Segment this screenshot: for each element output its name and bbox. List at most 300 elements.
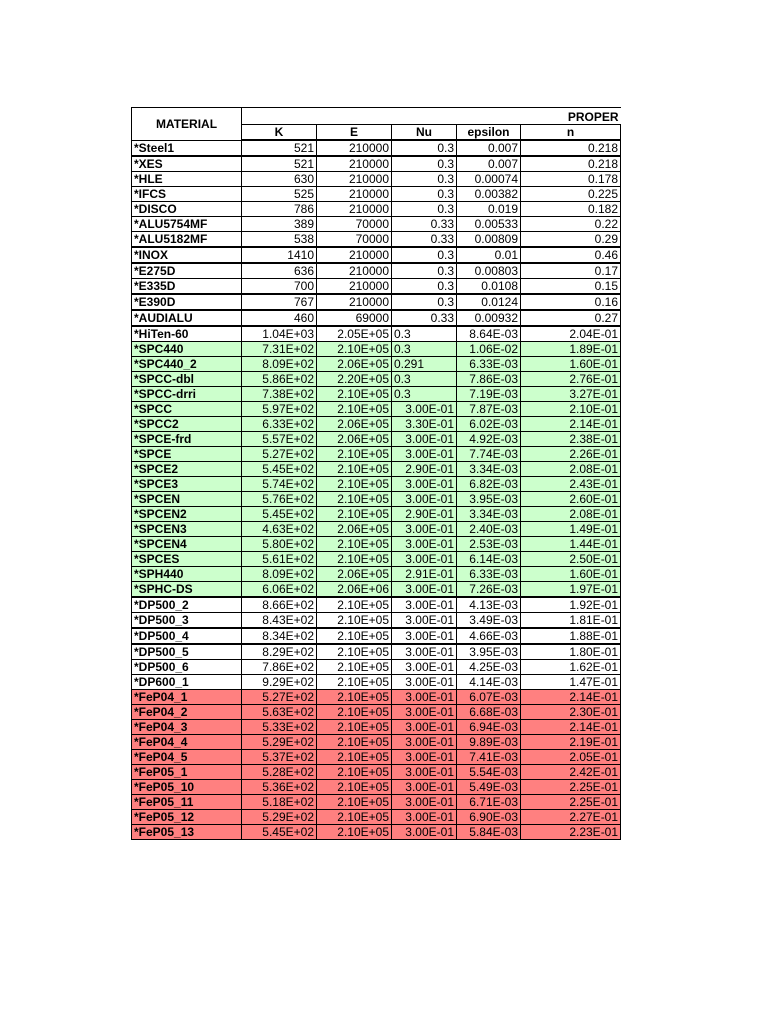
cell-epsilon[interactable]: 2.40E-03 — [457, 522, 521, 537]
table-row — [132, 279, 621, 295]
cell-material[interactable]: *SPHC-DS — [132, 582, 242, 598]
cell-nu[interactable]: 3.00E-01 — [392, 477, 457, 492]
cell-n[interactable]: 1.62E-01 — [521, 660, 621, 675]
cell-epsilon[interactable]: 4.14E-03 — [457, 675, 521, 690]
cell-k[interactable]: 786 — [242, 202, 317, 217]
cell-n[interactable]: 0.182 — [521, 202, 621, 217]
cell-epsilon[interactable]: 4.92E-03 — [457, 432, 521, 447]
cell-material[interactable]: *SPCEN3 — [132, 522, 242, 537]
cell-n[interactable]: 2.42E-01 — [521, 765, 621, 780]
cell-e[interactable]: 70000 — [317, 217, 392, 232]
cell-nu[interactable]: 3.00E-01 — [392, 628, 457, 644]
cell-epsilon[interactable]: 7.74E-03 — [457, 447, 521, 462]
cell-n[interactable]: 0.225 — [521, 187, 621, 202]
cell-n[interactable]: 1.49E-01 — [521, 522, 621, 537]
cell-k[interactable]: 5.76E+02 — [242, 492, 317, 507]
cell-k[interactable]: 8.09E+02 — [242, 567, 317, 582]
cell-n[interactable]: 2.14E-01 — [521, 417, 621, 432]
cell-epsilon[interactable]: 9.89E-03 — [457, 735, 521, 750]
cell-k[interactable]: 700 — [242, 279, 317, 295]
cell-k[interactable]: 5.63E+02 — [242, 705, 317, 720]
cell-nu[interactable]: 3.00E-01 — [392, 432, 457, 447]
table-row — [132, 567, 621, 582]
table-row — [132, 675, 621, 690]
cell-epsilon[interactable]: 6.71E-03 — [457, 795, 521, 810]
cell-n[interactable]: 0.46 — [521, 247, 621, 263]
cell-material[interactable]: *FeP05_11 — [132, 795, 242, 810]
cell-epsilon[interactable]: 7.19E-03 — [457, 387, 521, 402]
table-row — [132, 628, 621, 644]
cell-e[interactable]: 2.10E+05 — [317, 810, 392, 825]
cell-n[interactable]: 1.97E-01 — [521, 582, 621, 598]
table-row — [132, 825, 621, 840]
cell-n[interactable]: 1.60E-01 — [521, 357, 621, 372]
table-row — [132, 780, 621, 795]
cell-material[interactable]: *SPCEN — [132, 492, 242, 507]
cell-epsilon[interactable]: 0.007 — [457, 140, 521, 156]
cell-k[interactable]: 538 — [242, 232, 317, 248]
cell-e[interactable]: 2.10E+05 — [317, 690, 392, 705]
cell-e[interactable]: 2.10E+05 — [317, 462, 392, 477]
cell-epsilon[interactable]: 6.33E-03 — [457, 357, 521, 372]
cell-e[interactable]: 2.10E+05 — [317, 720, 392, 735]
cell-epsilon[interactable]: 6.94E-03 — [457, 720, 521, 735]
cell-material[interactable]: *FeP05_10 — [132, 780, 242, 795]
cell-n[interactable]: 2.14E-01 — [521, 690, 621, 705]
cell-nu[interactable]: 3.00E-01 — [392, 552, 457, 567]
cell-nu[interactable]: 0.3 — [392, 326, 457, 342]
cell-k[interactable]: 5.18E+02 — [242, 795, 317, 810]
cell-n[interactable]: 0.15 — [521, 279, 621, 295]
column-header-epsilon[interactable]: epsilon — [457, 125, 521, 141]
cell-e[interactable]: 2.20E+05 — [317, 372, 392, 387]
cell-nu[interactable]: 0.3 — [392, 140, 457, 156]
cell-e[interactable]: 210000 — [317, 279, 392, 295]
cell-epsilon[interactable]: 3.95E-03 — [457, 644, 521, 660]
cell-material[interactable]: *SPCE2 — [132, 462, 242, 477]
cell-e[interactable]: 2.10E+05 — [317, 507, 392, 522]
cell-nu[interactable]: 0.3 — [392, 279, 457, 295]
cell-n[interactable]: 1.47E-01 — [521, 675, 621, 690]
cell-epsilon[interactable]: 6.14E-03 — [457, 552, 521, 567]
cell-k[interactable]: 5.37E+02 — [242, 750, 317, 765]
cell-epsilon[interactable]: 0.00809 — [457, 232, 521, 248]
cell-nu[interactable]: 0.291 — [392, 357, 457, 372]
cell-material[interactable]: *SPCC — [132, 402, 242, 417]
cell-material[interactable]: *SPH440 — [132, 567, 242, 582]
cell-epsilon[interactable]: 0.00803 — [457, 263, 521, 279]
cell-material[interactable]: *FeP04_1 — [132, 690, 242, 705]
cell-n[interactable]: 2.43E-01 — [521, 477, 621, 492]
cell-material[interactable]: *FeP05_1 — [132, 765, 242, 780]
cell-epsilon[interactable]: 0.00074 — [457, 172, 521, 187]
cell-nu[interactable]: 0.3 — [392, 294, 457, 310]
cell-n[interactable]: 1.89E-01 — [521, 342, 621, 357]
cell-k[interactable]: 521 — [242, 140, 317, 156]
cell-epsilon[interactable]: 3.34E-03 — [457, 507, 521, 522]
cell-nu[interactable]: 3.00E-01 — [392, 597, 457, 613]
cell-k[interactable]: 5.27E+02 — [242, 690, 317, 705]
cell-n[interactable]: 1.81E-01 — [521, 613, 621, 629]
cell-epsilon[interactable]: 5.54E-03 — [457, 765, 521, 780]
cell-epsilon[interactable]: 6.02E-03 — [457, 417, 521, 432]
cell-epsilon[interactable]: 0.00932 — [457, 310, 521, 326]
cell-material[interactable]: *SPCC-dbl — [132, 372, 242, 387]
cell-n[interactable]: 2.14E-01 — [521, 720, 621, 735]
cell-epsilon[interactable]: 7.86E-03 — [457, 372, 521, 387]
cell-k[interactable]: 630 — [242, 172, 317, 187]
cell-material[interactable]: *Steel1 — [132, 140, 242, 156]
cell-material[interactable]: *E335D — [132, 279, 242, 295]
cell-e[interactable]: 2.10E+05 — [317, 552, 392, 567]
cell-e[interactable]: 210000 — [317, 263, 392, 279]
cell-e[interactable]: 210000 — [317, 156, 392, 172]
cell-k[interactable]: 8.43E+02 — [242, 613, 317, 629]
cell-epsilon[interactable]: 0.007 — [457, 156, 521, 172]
cell-material[interactable]: *SPC440 — [132, 342, 242, 357]
cell-epsilon[interactable]: 0.00533 — [457, 217, 521, 232]
cell-e[interactable]: 2.10E+05 — [317, 644, 392, 660]
cell-material[interactable]: *FeP04_4 — [132, 735, 242, 750]
cell-e[interactable]: 2.10E+05 — [317, 492, 392, 507]
cell-nu[interactable]: 2.91E-01 — [392, 567, 457, 582]
cell-nu[interactable]: 2.90E-01 — [392, 507, 457, 522]
table-row — [132, 552, 621, 567]
cell-nu[interactable]: 3.00E-01 — [392, 537, 457, 552]
cell-material[interactable]: *SPCEN4 — [132, 537, 242, 552]
cell-nu[interactable]: 0.3 — [392, 187, 457, 202]
cell-k[interactable]: 5.29E+02 — [242, 735, 317, 750]
cell-nu[interactable]: 3.00E-01 — [392, 613, 457, 629]
cell-k[interactable]: 8.09E+02 — [242, 357, 317, 372]
cell-nu[interactable]: 3.00E-01 — [392, 735, 457, 750]
cell-k[interactable]: 5.74E+02 — [242, 477, 317, 492]
cell-k[interactable]: 5.61E+02 — [242, 552, 317, 567]
cell-k[interactable]: 1410 — [242, 247, 317, 263]
cell-e[interactable]: 2.10E+05 — [317, 613, 392, 629]
cell-n[interactable]: 1.60E-01 — [521, 567, 621, 582]
cell-material[interactable]: *DP500_4 — [132, 628, 242, 644]
cell-n[interactable]: 2.23E-01 — [521, 825, 621, 840]
table-row — [132, 810, 621, 825]
cell-e[interactable]: 2.10E+05 — [317, 825, 392, 840]
cell-nu[interactable]: 0.3 — [392, 156, 457, 172]
table-row — [132, 187, 621, 202]
cell-k[interactable]: 8.34E+02 — [242, 628, 317, 644]
cell-n[interactable]: 2.08E-01 — [521, 462, 621, 477]
cell-n[interactable]: 0.17 — [521, 263, 621, 279]
cell-n[interactable]: 2.30E-01 — [521, 705, 621, 720]
cell-k[interactable]: 4.63E+02 — [242, 522, 317, 537]
cell-material[interactable]: *XES — [132, 156, 242, 172]
cell-k[interactable]: 5.80E+02 — [242, 537, 317, 552]
cell-e[interactable]: 2.10E+05 — [317, 402, 392, 417]
cell-nu[interactable]: 0.3 — [392, 372, 457, 387]
cell-e[interactable]: 2.10E+05 — [317, 447, 392, 462]
cell-k[interactable]: 7.38E+02 — [242, 387, 317, 402]
cell-nu[interactable]: 0.3 — [392, 342, 457, 357]
cell-nu[interactable]: 3.00E-01 — [392, 402, 457, 417]
cell-e[interactable]: 210000 — [317, 140, 392, 156]
cell-e[interactable]: 2.06E+05 — [317, 522, 392, 537]
cell-nu[interactable]: 3.00E-01 — [392, 582, 457, 598]
cell-material[interactable]: *ALU5182MF — [132, 232, 242, 248]
cell-material[interactable]: *DP500_5 — [132, 644, 242, 660]
cell-e[interactable]: 2.10E+05 — [317, 750, 392, 765]
cell-nu[interactable]: 3.00E-01 — [392, 492, 457, 507]
cell-n[interactable]: 2.50E-01 — [521, 552, 621, 567]
cell-nu[interactable]: 3.00E-01 — [392, 795, 457, 810]
cell-nu[interactable]: 0.33 — [392, 232, 457, 248]
cell-epsilon[interactable]: 0.0124 — [457, 294, 521, 310]
cell-nu[interactable]: 3.00E-01 — [392, 660, 457, 675]
cell-e[interactable]: 2.06E+05 — [317, 567, 392, 582]
table-row — [132, 522, 621, 537]
cell-nu[interactable]: 0.3 — [392, 263, 457, 279]
cell-k[interactable]: 521 — [242, 156, 317, 172]
cell-k[interactable]: 7.86E+02 — [242, 660, 317, 675]
cell-e[interactable]: 2.06E+05 — [317, 357, 392, 372]
cell-k[interactable]: 8.29E+02 — [242, 644, 317, 660]
cell-k[interactable]: 5.36E+02 — [242, 780, 317, 795]
cell-e[interactable]: 2.10E+05 — [317, 765, 392, 780]
cell-nu[interactable]: 0.3 — [392, 202, 457, 217]
column-header-k[interactable]: K — [242, 125, 317, 141]
cell-e[interactable]: 70000 — [317, 232, 392, 248]
cell-nu[interactable]: 3.00E-01 — [392, 644, 457, 660]
cell-nu[interactable]: 3.00E-01 — [392, 690, 457, 705]
cell-material[interactable]: *SPCE — [132, 447, 242, 462]
cell-n[interactable]: 2.27E-01 — [521, 810, 621, 825]
cell-e[interactable]: 210000 — [317, 247, 392, 263]
cell-e[interactable]: 2.10E+05 — [317, 342, 392, 357]
table-row — [132, 263, 621, 279]
cell-material[interactable]: *INOX — [132, 247, 242, 263]
cell-k[interactable]: 5.97E+02 — [242, 402, 317, 417]
cell-n[interactable]: 2.76E-01 — [521, 372, 621, 387]
cell-k[interactable]: 5.29E+02 — [242, 810, 317, 825]
cell-epsilon[interactable]: 6.68E-03 — [457, 705, 521, 720]
cell-material[interactable]: *SPC440_2 — [132, 357, 242, 372]
cell-material[interactable]: *IFCS — [132, 187, 242, 202]
cell-e[interactable]: 2.06E+05 — [317, 432, 392, 447]
cell-material[interactable]: *AUDIALU — [132, 310, 242, 326]
cell-e[interactable]: 2.10E+05 — [317, 780, 392, 795]
cell-nu[interactable]: 3.00E-01 — [392, 720, 457, 735]
cell-nu[interactable]: 2.90E-01 — [392, 462, 457, 477]
cell-material[interactable]: *FeP04_5 — [132, 750, 242, 765]
cell-k[interactable]: 5.86E+02 — [242, 372, 317, 387]
cell-nu[interactable]: 3.00E-01 — [392, 522, 457, 537]
material-column-header[interactable]: MATERIAL — [132, 108, 242, 141]
cell-k[interactable]: 1.04E+03 — [242, 326, 317, 342]
table-row — [132, 417, 621, 432]
cell-material[interactable]: *SPCC-drri — [132, 387, 242, 402]
cell-k[interactable]: 5.45E+02 — [242, 507, 317, 522]
cell-e[interactable]: 210000 — [317, 172, 392, 187]
cell-e[interactable]: 2.10E+05 — [317, 735, 392, 750]
cell-epsilon[interactable]: 3.49E-03 — [457, 613, 521, 629]
cell-material[interactable]: *ALU5754MF — [132, 217, 242, 232]
cell-n[interactable]: 2.05E-01 — [521, 750, 621, 765]
cell-e[interactable]: 210000 — [317, 202, 392, 217]
cell-nu[interactable]: 3.00E-01 — [392, 705, 457, 720]
cell-n[interactable]: 2.38E-01 — [521, 432, 621, 447]
cell-n[interactable]: 2.19E-01 — [521, 735, 621, 750]
cell-material[interactable]: *SPCE3 — [132, 477, 242, 492]
cell-n[interactable]: 1.80E-01 — [521, 644, 621, 660]
column-header-e[interactable]: E — [317, 125, 392, 141]
cell-n[interactable]: 1.92E-01 — [521, 597, 621, 613]
cell-k[interactable]: 5.45E+02 — [242, 825, 317, 840]
cell-nu[interactable]: 3.30E-01 — [392, 417, 457, 432]
cell-epsilon[interactable]: 5.84E-03 — [457, 825, 521, 840]
cell-material[interactable]: *FeP04_2 — [132, 705, 242, 720]
cell-material[interactable]: *SPCE-frd — [132, 432, 242, 447]
cell-nu[interactable]: 3.00E-01 — [392, 825, 457, 840]
cell-k[interactable]: 5.27E+02 — [242, 447, 317, 462]
cell-n[interactable]: 0.218 — [521, 156, 621, 172]
cell-material[interactable]: *FeP05_12 — [132, 810, 242, 825]
cell-epsilon[interactable]: 7.87E-03 — [457, 402, 521, 417]
cell-material[interactable]: *DISCO — [132, 202, 242, 217]
cell-n[interactable]: 2.10E-01 — [521, 402, 621, 417]
cell-e[interactable]: 2.05E+05 — [317, 326, 392, 342]
cell-e[interactable]: 2.10E+05 — [317, 597, 392, 613]
cell-n[interactable]: 2.25E-01 — [521, 795, 621, 810]
cell-k[interactable]: 8.66E+02 — [242, 597, 317, 613]
cell-material[interactable]: *FeP05_13 — [132, 825, 242, 840]
cell-epsilon[interactable]: 4.13E-03 — [457, 597, 521, 613]
cell-n[interactable]: 0.16 — [521, 294, 621, 310]
cell-n[interactable]: 1.88E-01 — [521, 628, 621, 644]
table-row — [132, 462, 621, 477]
cell-epsilon[interactable]: 6.82E-03 — [457, 477, 521, 492]
column-header-n[interactable]: n — [521, 125, 621, 141]
cell-e[interactable]: 210000 — [317, 294, 392, 310]
cell-e[interactable]: 2.10E+05 — [317, 387, 392, 402]
cell-epsilon[interactable]: 6.90E-03 — [457, 810, 521, 825]
cell-epsilon[interactable]: 6.07E-03 — [457, 690, 521, 705]
cell-epsilon[interactable]: 7.41E-03 — [457, 750, 521, 765]
cell-n[interactable]: 2.08E-01 — [521, 507, 621, 522]
cell-k[interactable]: 389 — [242, 217, 317, 232]
cell-k[interactable]: 636 — [242, 263, 317, 279]
cell-material[interactable]: *HLE — [132, 172, 242, 187]
cell-material[interactable]: *SPCES — [132, 552, 242, 567]
cell-material[interactable]: *E390D — [132, 294, 242, 310]
cell-k[interactable]: 5.45E+02 — [242, 462, 317, 477]
cell-epsilon[interactable]: 1.06E-02 — [457, 342, 521, 357]
cell-k[interactable]: 9.29E+02 — [242, 675, 317, 690]
cell-n[interactable]: 2.25E-01 — [521, 780, 621, 795]
cell-epsilon[interactable]: 3.95E-03 — [457, 492, 521, 507]
cell-epsilon[interactable]: 4.66E-03 — [457, 628, 521, 644]
cell-nu[interactable]: 3.00E-01 — [392, 765, 457, 780]
cell-n[interactable]: 0.27 — [521, 310, 621, 326]
cell-nu[interactable]: 0.33 — [392, 217, 457, 232]
cell-epsilon[interactable]: 6.33E-03 — [457, 567, 521, 582]
cell-material[interactable]: *SPCC2 — [132, 417, 242, 432]
cell-e[interactable]: 2.06E+05 — [317, 417, 392, 432]
cell-material[interactable]: *DP500_6 — [132, 660, 242, 675]
cell-material[interactable]: *DP500_2 — [132, 597, 242, 613]
cell-e[interactable]: 210000 — [317, 187, 392, 202]
table-row — [132, 156, 621, 172]
cell-n[interactable]: 1.44E-01 — [521, 537, 621, 552]
cell-nu[interactable]: 0.3 — [392, 247, 457, 263]
cell-n[interactable]: 0.22 — [521, 217, 621, 232]
cell-n[interactable]: 0.178 — [521, 172, 621, 187]
cell-nu[interactable]: 3.00E-01 — [392, 810, 457, 825]
cell-n[interactable]: 2.04E-01 — [521, 326, 621, 342]
cell-k[interactable]: 7.31E+02 — [242, 342, 317, 357]
cell-nu[interactable]: 0.33 — [392, 310, 457, 326]
cell-k[interactable]: 460 — [242, 310, 317, 326]
cell-material[interactable]: *DP600_1 — [132, 675, 242, 690]
cell-e[interactable]: 69000 — [317, 310, 392, 326]
cell-nu[interactable]: 3.00E-01 — [392, 675, 457, 690]
cell-k[interactable]: 6.06E+02 — [242, 582, 317, 598]
cell-k[interactable]: 525 — [242, 187, 317, 202]
cell-e[interactable]: 2.10E+05 — [317, 477, 392, 492]
cell-material[interactable]: *HiTen-60 — [132, 326, 242, 342]
cell-n[interactable]: 0.29 — [521, 232, 621, 248]
cell-e[interactable]: 2.06E+06 — [317, 582, 392, 598]
cell-k[interactable]: 6.33E+02 — [242, 417, 317, 432]
table-row — [132, 660, 621, 675]
cell-n[interactable]: 3.27E-01 — [521, 387, 621, 402]
cell-epsilon[interactable]: 0.00382 — [457, 187, 521, 202]
properties-group-header[interactable]: PROPER — [242, 108, 621, 125]
cell-material[interactable]: *FeP04_3 — [132, 720, 242, 735]
cell-epsilon[interactable]: 0.019 — [457, 202, 521, 217]
cell-epsilon[interactable]: 0.01 — [457, 247, 521, 263]
cell-n[interactable]: 2.26E-01 — [521, 447, 621, 462]
cell-e[interactable]: 2.10E+05 — [317, 795, 392, 810]
table-row — [132, 372, 621, 387]
cell-material[interactable]: *SPCEN2 — [132, 507, 242, 522]
cell-e[interactable]: 2.10E+05 — [317, 628, 392, 644]
cell-material[interactable]: *E275D — [132, 263, 242, 279]
column-header-nu[interactable]: Nu — [392, 125, 457, 141]
cell-epsilon[interactable]: 5.49E-03 — [457, 780, 521, 795]
cell-k[interactable]: 5.57E+02 — [242, 432, 317, 447]
cell-k[interactable]: 767 — [242, 294, 317, 310]
cell-material[interactable]: *DP500_3 — [132, 613, 242, 629]
cell-nu[interactable]: 3.00E-01 — [392, 750, 457, 765]
cell-nu[interactable]: 3.00E-01 — [392, 780, 457, 795]
cell-nu[interactable]: 0.3 — [392, 387, 457, 402]
cell-epsilon[interactable]: 3.34E-03 — [457, 462, 521, 477]
cell-n[interactable]: 0.218 — [521, 140, 621, 156]
cell-nu[interactable]: 3.00E-01 — [392, 447, 457, 462]
cell-epsilon[interactable]: 4.25E-03 — [457, 660, 521, 675]
cell-n[interactable]: 2.60E-01 — [521, 492, 621, 507]
cell-epsilon[interactable]: 2.53E-03 — [457, 537, 521, 552]
cell-k[interactable]: 5.33E+02 — [242, 720, 317, 735]
cell-e[interactable]: 2.10E+05 — [317, 537, 392, 552]
cell-epsilon[interactable]: 7.26E-03 — [457, 582, 521, 598]
cell-epsilon[interactable]: 8.64E-03 — [457, 326, 521, 342]
cell-e[interactable]: 2.10E+05 — [317, 705, 392, 720]
cell-nu[interactable]: 0.3 — [392, 172, 457, 187]
cell-e[interactable]: 2.10E+05 — [317, 675, 392, 690]
cell-e[interactable]: 2.10E+05 — [317, 660, 392, 675]
cell-epsilon[interactable]: 0.0108 — [457, 279, 521, 295]
cell-k[interactable]: 5.28E+02 — [242, 765, 317, 780]
table-row — [132, 232, 621, 248]
